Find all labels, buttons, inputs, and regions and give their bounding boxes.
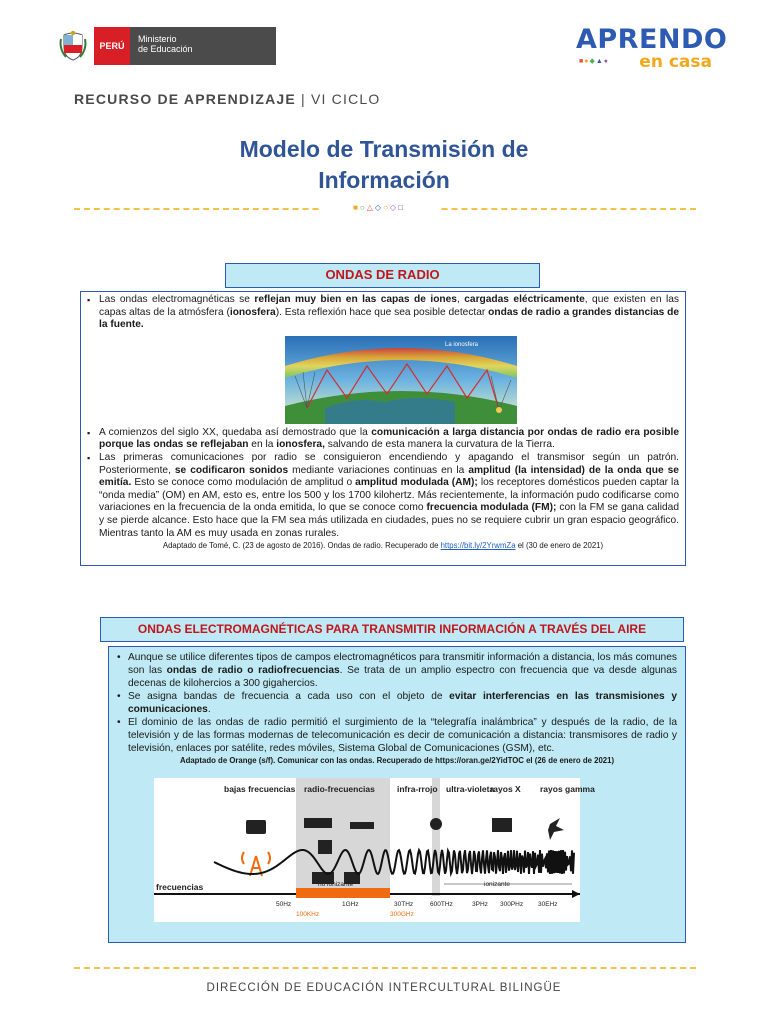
section-heading-radio-waves: ONDAS DE RADIO xyxy=(225,263,540,288)
ionosphere-illustration xyxy=(285,336,517,424)
tick-label: 3PHz xyxy=(472,901,488,908)
tick-label: 600THz xyxy=(430,901,453,908)
radio-icon xyxy=(304,818,332,828)
axis-label: frecuencias xyxy=(156,882,204,892)
radio-band-highlight xyxy=(296,778,390,896)
citation: Adaptado de Tomé, C. (23 de agosto de 2016). Ondas de radio. Recuperado de https://bit.ly/2YrwmZa el (30 de enero de 2021) xyxy=(162,541,604,551)
tick-label: 50Hz xyxy=(276,901,292,908)
x-ray-icon xyxy=(492,818,512,832)
page-title: Modelo de Transmisión de Información xyxy=(239,136,529,193)
section-heading-em-waves: ONDAS ELECTROMAGNÉTICAS PARA TRANSMITIR INFORMACIÓN A TRAVÉS DEL AIRE xyxy=(100,617,684,642)
band-label: rayos X xyxy=(490,784,521,794)
citation: Adaptado de Orange (s/f). Comunicar con las ondas. Recuperado de https://oran.ge/2YidTOC el (26 de enero de 2021) xyxy=(179,756,615,765)
ministry-name: Ministerio de Educación xyxy=(130,27,276,65)
list-item: • Se asigna bandas de frecuencia a cada uso con el objeto de evitar interferencias en las transmisiones y comunicaciones. xyxy=(117,690,677,716)
tick-label: 30THz xyxy=(394,901,414,908)
tick-label: 100KHz xyxy=(296,911,320,918)
tick-label: 300GHz xyxy=(390,911,414,918)
band-label: bajas frecuencias xyxy=(224,784,296,794)
washing-machine-icon xyxy=(246,820,266,834)
sun-icon xyxy=(430,818,442,830)
router-icon xyxy=(350,822,374,829)
divider xyxy=(74,967,696,969)
svg-text:La ionosfera: La ionosfera xyxy=(445,341,479,348)
radiation-icon xyxy=(548,818,564,840)
footer: DIRECCIÓN DE EDUCACIÓN INTERCULTURAL BILINGÜE xyxy=(206,982,562,994)
ionizing-label: ionizante xyxy=(484,881,511,888)
visible-band-highlight xyxy=(432,778,440,896)
tick-label: 30EHz xyxy=(538,901,558,908)
decorative-shapes-icon: ■●◆▲● xyxy=(579,58,610,65)
aprendo-en-casa-logo: APRENDO ■●◆▲● en casa xyxy=(576,24,728,72)
list-item: ▪ Las ondas electromagnéticas se reflejan muy bien en las capas de iones, cargadas eléctricamente, que existen en las capas altas de la atmósfera (ionosfera). Esta reflexión hace que sea posible detectar ondas de radio a grandes distancias de la fuente. xyxy=(87,294,679,332)
tick-label: 1GHz xyxy=(342,901,359,908)
tick-label: 300PHz xyxy=(500,901,524,908)
peru-label: PERÚ xyxy=(90,27,130,65)
list-item: • El dominio de las ondas de radio permitió el surgimiento de la “telegrafía inalámbrica” y después de la radio, de la televisión y de las formas modernas de telecomunicación es decir de comunicación a distancia: transmisores de radio y televisión, enlaces por satélite, redes móviles, Sistema Global de Comunicaciones (GSM), etc. xyxy=(117,716,677,755)
band-label: infra-rrojo xyxy=(397,784,438,794)
non-ionizing-label: no ionizante xyxy=(318,881,354,888)
list-item: ▪ A comienzos del siglo XX, quedaba así demostrado que la comunicación a larga distancia por ondas de radio era posible porque las ondas se reflejaban en la ionosfera, salvando de esta manera la curvatura de la Tierra. xyxy=(87,427,679,452)
band-label: ultra-violeta xyxy=(446,784,495,794)
list-item: ▪ Las primeras comunicaciones por radio se consiguieron encendiendo y apagando el transmisor según un patrón. Posteriormente, se codificaron sonidos mediante variaciones continuas en la amplitud (la intensidad) de la onda que se emitía. Esto se conoce como modulación de amplitud o amplitud modulada (AM); los receptores domésticos pueden captar la “onda media” (OM) en AM, esto es, entre los 500 y los 1700 kilohertz. Más recientemente, la información pudo codificarse como variaciones en la frecuencia de la onda emitida, lo que se conoce como frecuencia modulada (FM); con la FM se gana calidad y se pierde alcance. Esto hace que la FM sea más utilizada en ciudades, pues no se requiere cubrir un gran espacio geográfico. Mientras tanto la AM es muy usada en zonas rurales. xyxy=(87,452,679,540)
resource-label: RECURSO DE APRENDIZAJE | VI CICLO xyxy=(74,91,381,107)
citation-link[interactable]: https://bit.ly/2YrwmZa xyxy=(440,541,516,551)
list-item: • Aunque se utilice diferentes tipos de campos electromagnéticos para transmitir información a distancia, los más comunes son las ondas de radio o radiofrecuencias. Se trata de un amplio espectro con frecuencia que va desde algunas decenas de kilohercios a 300 gigahercios. xyxy=(117,651,677,690)
band-label: radio-frecuencias xyxy=(304,784,375,794)
band-label: rayos gamma xyxy=(540,784,595,794)
phone-icon xyxy=(318,840,332,854)
radio-waves-box xyxy=(80,291,686,566)
radio-range-bar xyxy=(296,888,390,898)
coat-of-arms-icon xyxy=(56,27,90,65)
electromagnetic-spectrum-diagram xyxy=(154,778,595,922)
decorative-shapes-icon: ■○△◇○◇□ xyxy=(320,203,438,213)
ministry-logo xyxy=(56,27,276,65)
